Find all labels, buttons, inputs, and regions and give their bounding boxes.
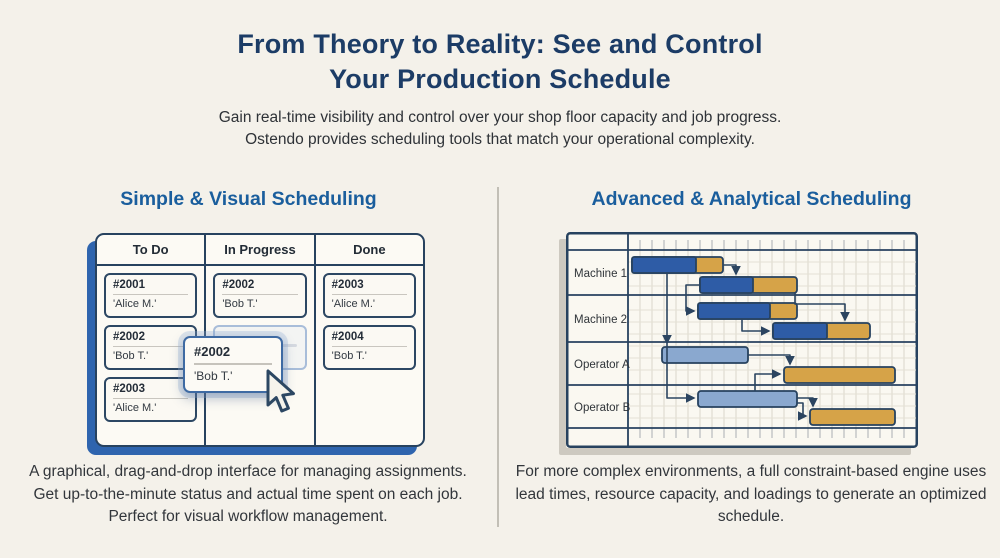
- gantt-row-label: Machine 1: [574, 268, 628, 280]
- kanban-column-header: In Progress: [206, 235, 313, 266]
- kanban-card-assignee: 'Bob T.': [331, 350, 367, 362]
- page-title-line2: Your Production Schedule: [329, 64, 671, 94]
- kanban-card: [104, 273, 197, 318]
- page-title-line1: From Theory to Reality: See and Control: [237, 29, 763, 59]
- kanban-board: [95, 233, 425, 447]
- gantt-row-label: Machine 2: [574, 314, 628, 326]
- gantt-chart: [566, 232, 918, 448]
- kanban-card-id: #2002: [222, 279, 297, 295]
- dragged-card-assignee: 'Bob T.': [194, 369, 233, 383]
- left-section-heading: Simple & Visual Scheduling: [120, 188, 377, 210]
- page-title: [0, 27, 1000, 97]
- page-subtitle-line2: Ostendo provides scheduling tools that match your operational complexity.: [245, 131, 755, 148]
- gantt-bar-blue-segment: [632, 257, 696, 273]
- kanban-card-id: #2002: [113, 331, 188, 347]
- gantt-chart-svg: [566, 232, 918, 448]
- page-subtitle: [0, 107, 1000, 151]
- kanban-card-assignee: 'Bob T.': [222, 298, 258, 310]
- kanban-card-id: #2004: [332, 331, 407, 347]
- right-description: For more complex environments, a full constraint-based engine uses lead times, resource capacity, and loadings to generate an optimized schedule.: [515, 463, 987, 525]
- kanban-card-id: #2003: [332, 279, 407, 295]
- right-section-heading: Advanced & Analytical Scheduling: [591, 188, 912, 210]
- kanban-card-assignee: 'Bob T.': [113, 350, 149, 362]
- kanban-card-list: [316, 266, 423, 370]
- kanban-card: [213, 273, 306, 318]
- kanban-card-assignee: 'Alice M.': [113, 298, 157, 310]
- gantt-bar-blue-segment: [773, 323, 827, 339]
- advanced-scheduling-section: [503, 185, 1000, 558]
- gantt-row-label: Operator A: [574, 359, 630, 371]
- kanban-card-id: #2001: [113, 279, 188, 295]
- kanban-card-assignee: 'Alice M.': [113, 402, 157, 414]
- kanban-card: [323, 325, 416, 370]
- column-divider: [497, 187, 499, 527]
- gantt-row-label: Operator B: [574, 402, 631, 414]
- kanban-column-header: Done: [316, 235, 423, 266]
- dragged-card-id: #2002: [194, 344, 272, 365]
- gantt-bar: [698, 391, 797, 407]
- kanban-card: [323, 273, 416, 318]
- kanban-card-assignee: 'Alice M.': [331, 298, 375, 310]
- kanban-column-header: To Do: [97, 235, 204, 266]
- kanban-column: [316, 235, 423, 445]
- gantt-bar-blue-segment: [698, 303, 770, 319]
- kanban-card-id: #2003: [113, 383, 188, 399]
- page-subtitle-line1: Gain real-time visibility and control over your shop floor capacity and job progress.: [218, 109, 782, 126]
- gantt-bar: [662, 347, 748, 363]
- gantt-bar: [810, 409, 895, 425]
- simple-scheduling-section: [0, 185, 497, 558]
- gantt-bar: [784, 367, 895, 383]
- gantt-bar-blue-segment: [700, 277, 753, 293]
- mouse-cursor-icon: [261, 369, 299, 417]
- left-description: A graphical, drag-and-drop interface for managing assignments. Get up-to-the-minute status and actual time spent on each job. Perfect for visual workflow management.: [29, 463, 467, 525]
